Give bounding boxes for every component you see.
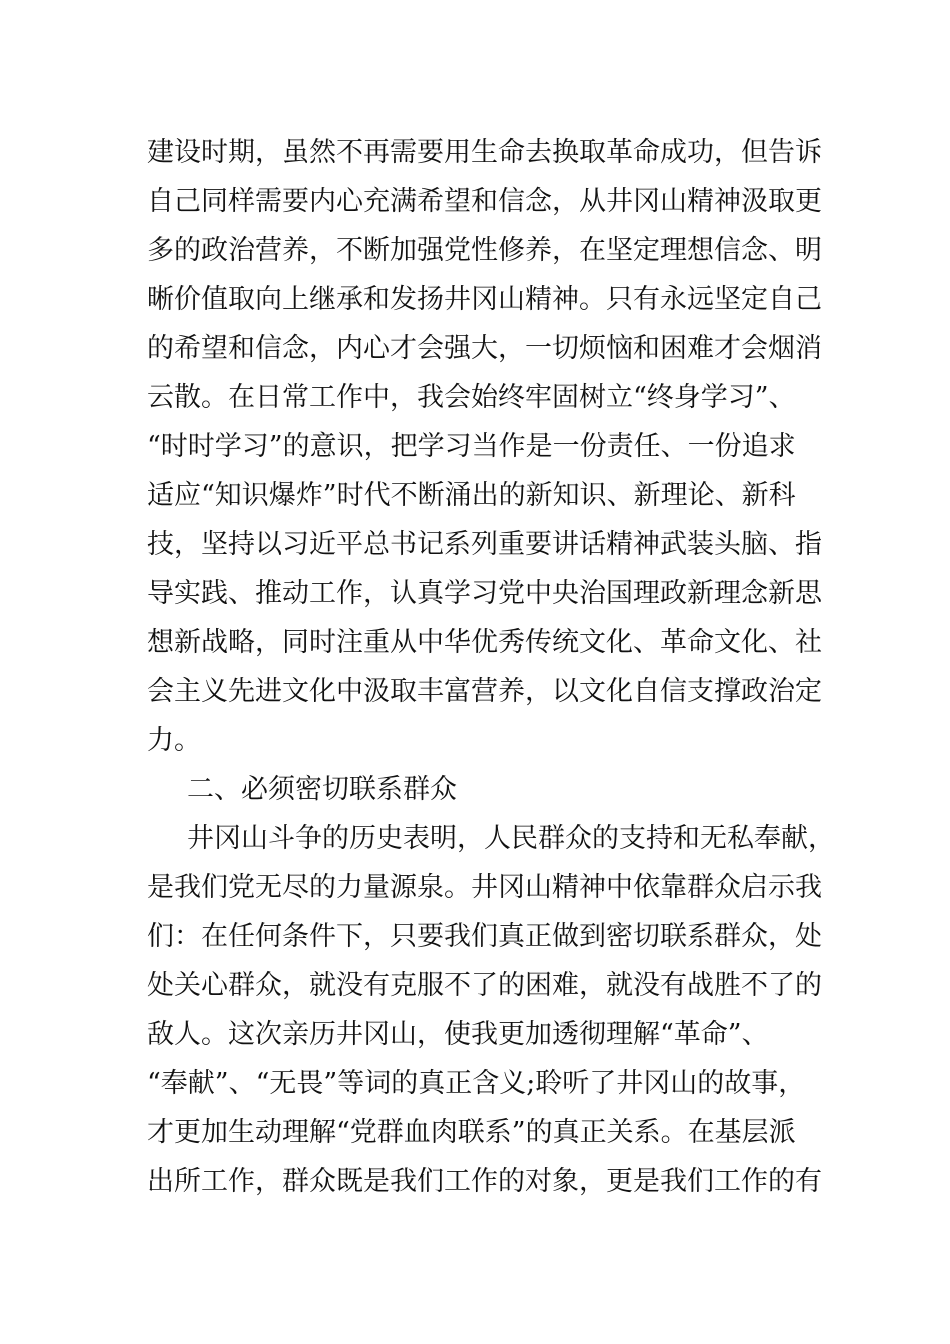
text-line: 井冈山斗争的历史表明，人民群众的支持和无私奉献，: [187, 823, 835, 854]
text-line: 多的政治营养，不断加强党性修养，在坚定理想信念、明: [147, 235, 822, 266]
text-line: 才更加生动理解“党群血肉联系”的真正关系。在基层派: [147, 1117, 796, 1148]
text-line: “奉献”、“无畏”等词的真正含义;聆听了井冈山的故事，: [147, 1068, 806, 1099]
text-line: 导实践、推动工作，认真学习党中央治国理政新理念新思: [147, 578, 822, 609]
text-line: 会主义先进文化中汲取丰富营养，以文化自信支撑政治定: [147, 676, 822, 707]
text-line: “时时学习”的意识，把学习当作是一份责任、一份追求: [147, 431, 796, 462]
text-line: 的希望和信念，内心才会强大，一切烦恼和困难才会烟消: [147, 333, 822, 364]
text-line: 力。: [147, 725, 201, 756]
text-line: 自己同样需要内心充满希望和信念，从井冈山精神汲取更: [147, 186, 822, 217]
text-line: 是我们党无尽的力量源泉。井冈山精神中依靠群众启示我: [147, 872, 822, 903]
text-line: 们：在任何条件下，只要我们真正做到密切联系群众，处: [147, 921, 822, 952]
text-line: 晰价值取向上继承和发扬井冈山精神。只有永远坚定自己: [147, 284, 822, 315]
text-line: 云散。在日常工作中，我会始终牢固树立“终身学习”、: [147, 382, 796, 413]
text-line: 敌人。这次亲历井冈山，使我更加透彻理解“革命”、: [147, 1019, 769, 1050]
text-line: 想新战略，同时注重从中华优秀传统文化、革命文化、社: [147, 627, 822, 658]
text-line: 建设时期，虽然不再需要用生命去换取革命成功，但告诉: [147, 137, 822, 168]
text-line: 处关心群众，就没有克服不了的困难，就没有战胜不了的: [147, 970, 822, 1001]
text-line: 技，坚持以习近平总书记系列重要讲话精神武装头脑、指: [147, 529, 822, 560]
text-line: 适应“知识爆炸”时代不断涌出的新知识、新理论、新科: [147, 480, 796, 511]
section-heading: 二、必须密切联系群众: [187, 774, 457, 805]
text-line: 出所工作，群众既是我们工作的对象，更是我们工作的有: [147, 1166, 822, 1197]
